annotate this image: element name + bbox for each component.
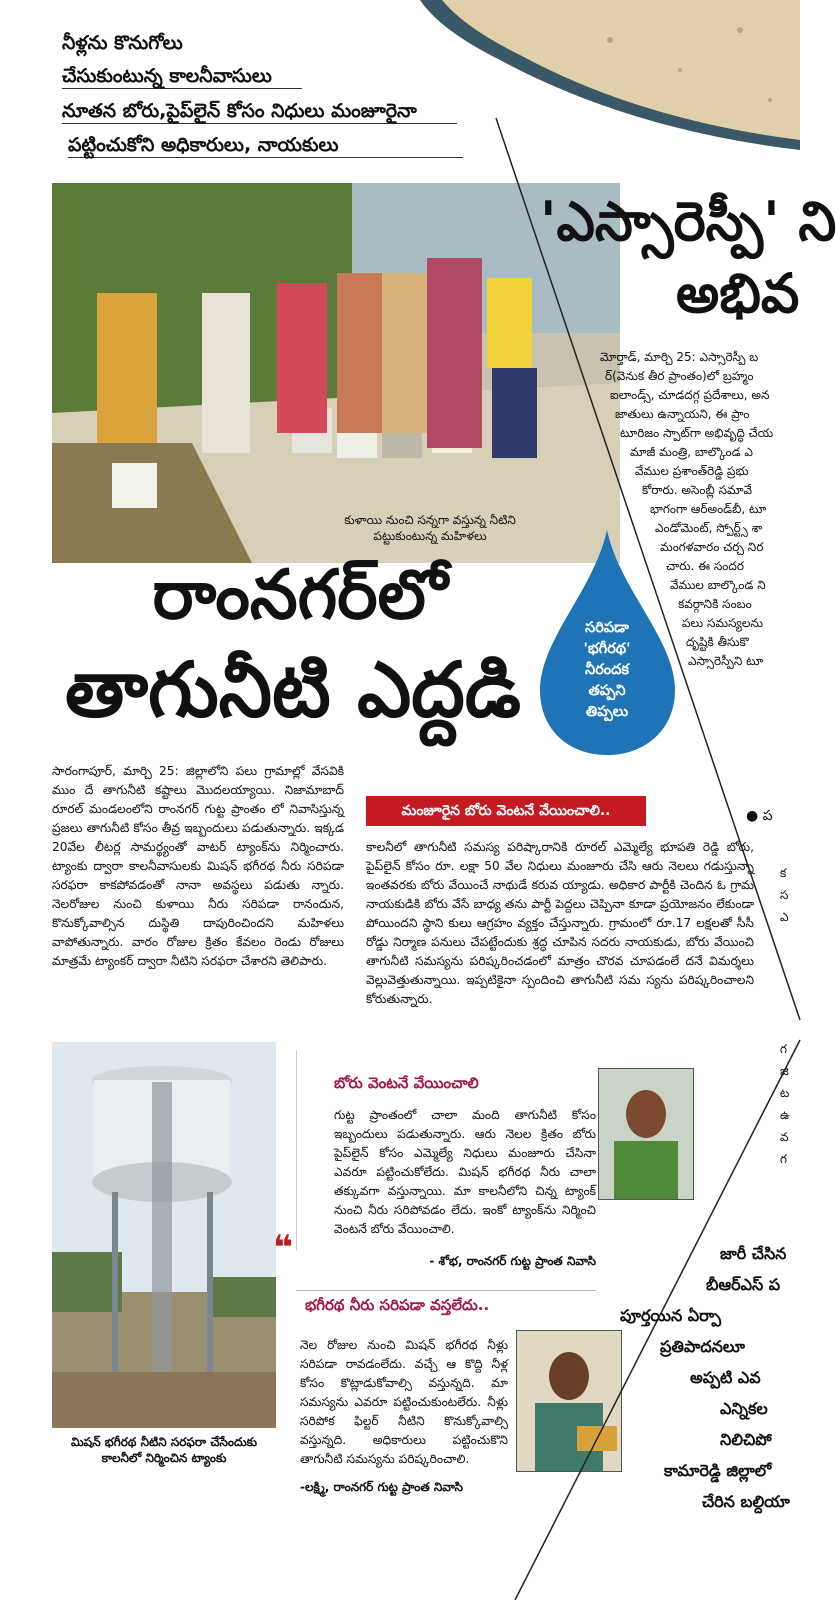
deck-line-1: నీళ్లను కొనుగోలు: [62, 32, 183, 54]
right-fragment: ట: [780, 1086, 790, 1100]
right-body-line: ఐలాండ్స్, చూడదగ్గ ప్రదేశాలు, అన: [610, 388, 770, 402]
deck-line-4: పట్టించుకోని అధికారులు, నాయకులు: [68, 133, 463, 158]
right-headline-line-1: 'ఎస్సారెస్పీ' ని: [540, 190, 836, 253]
right-body-line: మోర్తాడ్, మార్చి 25: ఎస్సారెస్పీ బ: [600, 350, 759, 364]
right-bottom-line: ఎన్నికల: [720, 1399, 768, 1418]
right-bullet: ● ప: [746, 808, 773, 824]
right-body-line: జాతులు ఉన్నాయని, ఈ ప్రాం: [615, 407, 750, 421]
right-fragment: గ: [780, 1152, 787, 1166]
right-body-line: ఎండోమెంట్, స్పోర్ట్స్ శా: [655, 521, 763, 535]
right-fragment: ఉ: [780, 1108, 790, 1122]
drop-text-line: తప్పని: [588, 683, 626, 699]
deck-line-3: నూతన బోరు,పైప్‌లైన్ కోసం నిధులు మంజూరైనా: [62, 99, 457, 124]
right-bottom-line: బీఆర్ఎస్ ప: [706, 1275, 781, 1294]
right-body-line: కోరారు. అసెంబ్లీ సమావే: [642, 483, 753, 497]
quote2-signature: -లక్ష్మి, రాంనగర్ గుట్ట ప్రాంత నివాసి: [300, 1480, 463, 1494]
right-bottom-line: పూర్తయిన ఏర్పా: [620, 1306, 721, 1325]
right-bottom-line: అప్పటి ఎవ: [690, 1368, 761, 1387]
right-bullet-text: ప: [762, 808, 773, 824]
right-fragment: స: [780, 888, 789, 902]
banner-article-body: కాలనీలో తాగునీటి సమస్య పరిష్కారానికి రూరల్ ఎమ్మెల్యే భూపతి రెడ్డి బోరు, పైప్‌లైన్ కోసం రూ. లక్షా 50 వేల నిధులు మంజూరు చేసి ఆరు నెలలు గడుస్తున్నా ఇంతవరకు బోరు వేయించే నాథుడే కరువ య్యాడు. అధికార పార్టీకి చెందిన ఓ గ్రామ నాయకుడికి బోరు వేసే బాధ్య తను పార్టీ పెద్దలు చెప్పినా కూడా ప్రయోజనం లేకుండా పోయిందని స్థాని కులు ఆగ్రహం వ్యక్తం చేస్తున్నారు. గ్రామంలో రూ.17 లక్షలతో సీసీ రోడ్డు నిర్మాణ పనులు చేపట్టేందుకు శ్రద్ధ చూపిన సదరు నాయకుడు, బోరు వేయించి తాగునీటి సమస్యను పరిష్కరించడంలో మాత్రం చొరవ చూపడంలే దనే విమర్శలు వెల్లువెత్తుతున్నాయి. ఇప్పటికైనా స్పందించి తాగునీటి సమ స్యను పరిష్కరించాలని కోరుతున్నారు.: [366, 840, 754, 1006]
deck-line-2: చేసుకుంటున్న కాలనీవాసులు: [62, 64, 302, 89]
right-fragment: జి: [780, 1064, 789, 1078]
quote2-body: నెల రోజుల నుంచి మిషన్ భగీరథ నీళ్లు సరిపడా రావడంలేదు. వచ్చే ఆ కొద్ది నీళ్ల కోసం కొట్లాడుకోవాల్సి వస్తున్నది. మా సమస్యను ఎవరూ పట్టించుకుంటలేరు. నీళ్లు సరిపోక ఫిల్టర్ నీటిని కొనుక్కోవాల్సి వస్తున్నది. అధికారులు పట్టించుకొని తాగునీటి సమస్యను పరిష్కరించాలి.: [300, 1338, 508, 1466]
right-body-line: చారు. ఈ సందర: [666, 559, 744, 573]
right-bottom-article: [620, 1238, 800, 1517]
right-article-body: [600, 348, 800, 671]
drop-text-line: నీరందక: [585, 662, 629, 678]
right-bottom-line: కామారెడ్డి జిల్లాలో: [664, 1461, 772, 1480]
tank-caption: మిషన్ భగీరథ నీటిని సరఫరా చేసేందుకు కాలనీలో నిర్మించిన ట్యాంకు: [70, 1435, 258, 1465]
headline-line-2: తాగునీటి ఎద్దడి: [64, 645, 522, 734]
right-fragment: ఎ: [780, 910, 789, 924]
right-body-line: పలు సమస్యలను: [682, 616, 763, 630]
right-body-line: వేముల ప్రశాంత్‌రెడ్డి ప్రభు: [635, 464, 749, 478]
right-cropped-fragments: [780, 862, 800, 1170]
drop-text-line: సరిపడా: [585, 620, 629, 636]
right-headline-line-2: అభివ: [676, 262, 800, 325]
right-body-line: మంగళవారం చర్చ నిర: [660, 540, 764, 554]
right-body-line: టూరిజం స్పాట్‌గా అభివృద్ధి చేయ: [620, 426, 774, 440]
headline-line-1: రాంనగర్‌లో: [152, 556, 448, 635]
right-fragment: వ: [780, 1130, 789, 1144]
right-body-line: మాజీ మంత్రి, బాల్కొండ ఎ: [630, 445, 753, 459]
right-fragment: క: [780, 866, 787, 880]
right-bottom-line: జారీ చేసిన: [720, 1244, 787, 1263]
photo-caption: కుళాయి నుంచి సన్నగా వస్తున్న నీటిని పట్టుకుంటున్న మహిళలు: [344, 513, 516, 543]
quote-mark: ❝: [273, 1228, 293, 1268]
right-fragment: గ: [780, 1042, 787, 1056]
right-body-line: ర్(వెనుక తీర ప్రాంతం)లో బ్రహ్మం: [605, 369, 754, 383]
quote2-title: భగీరథ నీరు సరిపడా వస్తలేదు..: [305, 1296, 490, 1314]
red-banner-text: మంజూరైన బోరు వెంటనే వేయించాలి..: [401, 803, 611, 819]
right-body-line: దృష్టికి తీసుకొ: [686, 635, 749, 649]
drop-text-line: తిప్పలు: [585, 704, 629, 720]
right-bottom-line: నిలిచిపో: [720, 1430, 772, 1449]
quote1-signature: - శోభ, రాంనగర్ గుట్ట ప్రాంత నివాసి: [429, 1254, 596, 1268]
right-bottom-line: ప్రతిపాదనలూ: [660, 1337, 745, 1356]
right-bottom-line: చేరిన బల్దియా: [702, 1492, 790, 1511]
right-body-line: కవర్గానికి సంబం: [678, 597, 752, 611]
right-body-line: ఎస్సారెస్పీని టూ: [688, 654, 764, 668]
right-body-line: భాగంగా ఆర్అండ్‌బీ, టూ: [650, 502, 767, 516]
right-body-line: వేముల బాల్కొండ ని: [670, 578, 766, 592]
drop-text-line: 'భగీరథ': [583, 641, 631, 657]
quote1-title: బోరు వెంటనే వేయించాలి: [334, 1074, 479, 1092]
quote1-body: గుట్ట ప్రాంతంలో చాలా మంది తాగునీటి కోసం ఇబ్బందులు పడుతున్నారు. ఆరు నెలల క్రితం బోరు పైప్‌లైన్ కోసం ఎమ్మెల్యే నిధులు మంజూరు చేసినా ఎవరూ పట్టించుకోలేదు. మిషన్ భగీరథ నీరు చాలా తక్కువగా వస్తున్నాయి. మా కాలనీలోని చిన్న ట్యాంక్ నుంచి నీరు సరిపోవడం లేదు. ఇంకో ట్యాంక్‌ను నిర్మించి వెంటనే బోరు వేయించాలి.: [334, 1108, 596, 1236]
main-article-body: సారంగాపూర్, మార్చి 25: జిల్లాలోని పలు గ్రామాల్లో వేసవికి ముం దే తాగునీటి కష్టాలు మొదలయ్యాయి. నిజామాబాద్ రూరల్ మండలంలోని రాంనగర్ గుట్ట ప్రాంతం లో నివాసిస్తున్న ప్రజలు తాగునీటి కోసం తీవ్ర ఇబ్బందులు పడుతున్నారు. ఇక్కడ 20వేల లీటర్ల సామర్థ్యంతో వాటర్ ట్యాంక్‌ను నిర్మించారు. ట్యాంకు ద్వారా కాలనీవాసులకు మిషన్ భగీరథ నీరు సరిపడా సరఫరా కాకపోవడంతో నానా అవస్థలు పడుతు న్నారు. నెలరోజుల నుంచి కుళాయి నీరు సరిపడా రానందున, కొనుక్కోవాల్సిన దుస్థితి దాపురించిందని మహిళలు వాపోతున్నారు. వారం రోజుల క్రితం కేవలం రెండు రోజులు మాత్రమే ట్యాంకర్ ద్వారా నీటిని సరఫరా చేశారని తెలిపారు.: [52, 764, 344, 968]
